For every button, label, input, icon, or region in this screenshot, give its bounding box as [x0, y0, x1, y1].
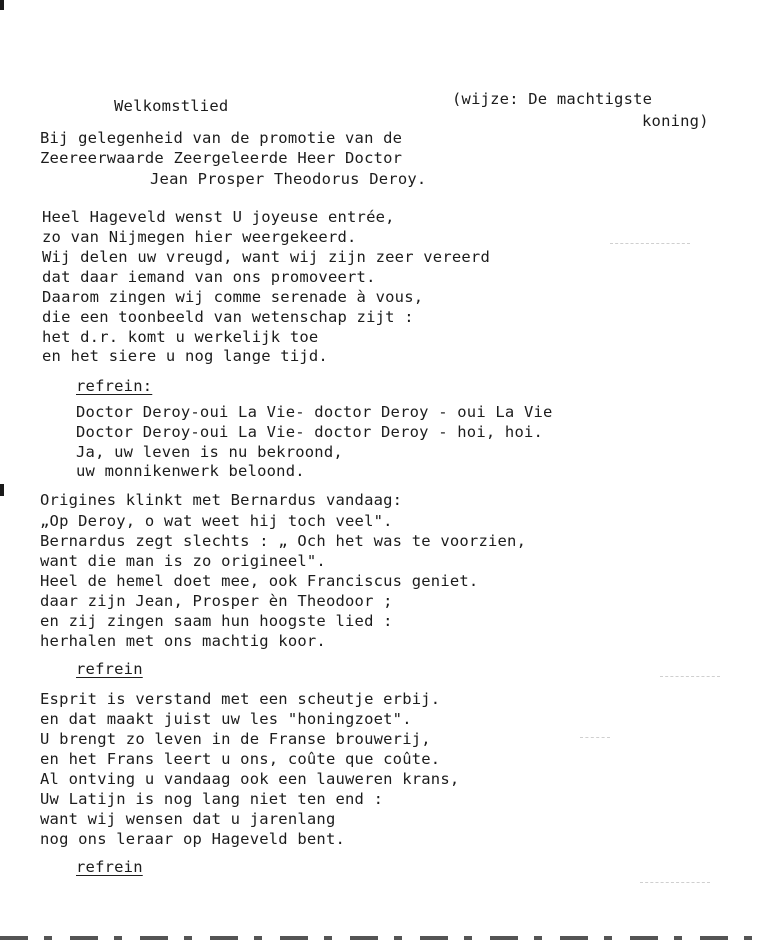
paper-speck [640, 882, 710, 883]
paper-speck [610, 243, 690, 244]
refrain-line-3: Ja, uw leven is nu bekroond, [76, 443, 343, 461]
verse3-line-4: en het Frans leert u ons, coûte que coûte. [40, 750, 441, 768]
verse3-line-3: U brengt zo leven in de Franse brouwerij, [40, 730, 431, 748]
verse3-line-5: Al ontving u vandaag ook een lauweren krans, [40, 770, 460, 788]
verse1-line-4: dat daar iemand van ons promoveert. [42, 268, 376, 286]
verse1-line-3: Wij delen uw vreugd, want wij zijn zeer vereerd [42, 248, 490, 266]
verse2-line-3: Bernardus zegt slechts : „ Och het was te voorzien, [40, 532, 527, 550]
scan-edge-mark-middle [0, 484, 4, 496]
occasion-line-1: Bij gelegenheid van de promotie van de [40, 129, 403, 147]
verse3-line-7: want wij wensen dat u jarenlang [40, 810, 336, 828]
verse2-line-1: Origines klinkt met Bernardus vandaag: [40, 491, 403, 509]
occasion-line-3: Jean Prosper Theodorus Deroy. [150, 170, 427, 188]
occasion-line-2: Zeereerwaarde Zeergeleerde Heer Doctor [40, 149, 403, 167]
verse1-line-8: en het siere u nog lange tijd. [42, 347, 328, 365]
refrain-line-4: uw monnikenwerk beloond. [76, 462, 305, 480]
verse2-line-7: en zij zingen saam hun hoogste lied : [40, 612, 393, 630]
paper-speck [580, 737, 610, 738]
paper-speck [660, 676, 720, 677]
refrain-line-1: Doctor Deroy-oui La Vie- doctor Deroy - oui La Vie [76, 403, 553, 421]
song-title: Welkomstlied [114, 97, 229, 115]
refrain-heading-2: refrein [76, 660, 143, 678]
verse1-line-6: die een toonbeeld van wetenschap zijt : [42, 308, 414, 326]
verse3-line-2: en dat maakt juist uw les "honingzoet". [40, 710, 412, 728]
scan-edge-mark-top [0, 0, 4, 10]
tune-line-1: (wijze: De machtigste [452, 90, 653, 108]
verse1-line-2: zo van Nijmegen hier weergekeerd. [42, 228, 357, 246]
verse2-line-8: herhalen met ons machtig koor. [40, 632, 326, 650]
verse1-line-7: het d.r. komt u werkelijk toe [42, 328, 319, 346]
verse1-line-1: Heel Hageveld wenst U joyeuse entrée, [42, 208, 395, 226]
tune-line-2: koning) [642, 112, 709, 130]
refrain-heading: refrein: [76, 377, 153, 395]
bottom-edge-rule [0, 936, 768, 940]
refrain-heading-3: refrein [76, 858, 143, 876]
refrain-line-2: Doctor Deroy-oui La Vie- doctor Deroy - hoi, hoi. [76, 423, 544, 441]
verse2-line-6: daar zijn Jean, Prosper èn Theodoor ; [40, 592, 393, 610]
verse2-line-5: Heel de hemel doet mee, ook Franciscus geniet. [40, 572, 479, 590]
verse3-line-6: Uw Latijn is nog lang niet ten end : [40, 790, 384, 808]
verse1-line-5: Daarom zingen wij comme serenade à vous, [42, 288, 424, 306]
verse2-line-4: want die man is zo origineel". [40, 552, 326, 570]
verse3-line-8: nog ons leraar op Hageveld bent. [40, 830, 346, 848]
verse3-line-1: Esprit is verstand met een scheutje erbij. [40, 690, 441, 708]
verse2-line-2: „Op Deroy, o wat weet hij toch veel". [40, 512, 393, 530]
